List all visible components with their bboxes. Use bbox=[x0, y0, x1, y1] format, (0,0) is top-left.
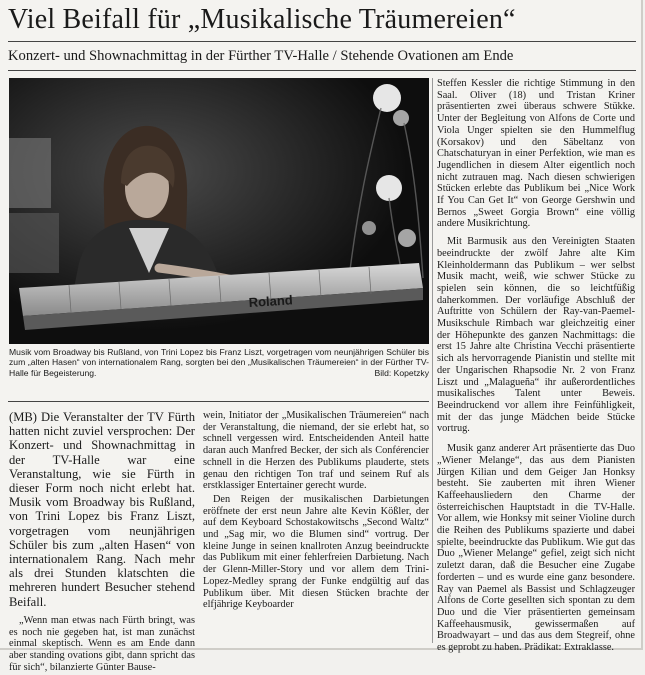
caption-text: Musik vom Broadway bis Rußland, von Trini Lopez bis Franz Liszt, vorgetragen vom neunjährigen Schüler bis zum „alten Hasen“ von internationalem Rang, sorgten bei den „Musikalischen Träumereien“ in der Fürther TV-Halle für Begeisterung. bbox=[9, 347, 429, 378]
sub-rule bbox=[8, 70, 636, 71]
headline: Viel Beifall für „Musikalische Träumereien“ bbox=[8, 4, 516, 35]
lead-paragraph: (MB) Die Veranstalter der TV Fürth hatten nicht zuviel versprochen: Der Konzert- und Shownachmittag in der TV-Halle war eine Veranstaltung, wie sie Fürth in dieser Form noch nicht erlebt hat. Musik vom Broadway bis Rußland, von Trini Lopez bis Franz Liszt, vorgetragen vom neunjährigen Schüler bis zum „alten Hasen“ von internationalem Rang. Nach mehr als drei Stunden klatschten die mehreren hundert Besucher stehend Beifall. bbox=[9, 410, 195, 609]
column-divider bbox=[432, 78, 433, 643]
body-paragraph: wein, Initiator der „Musikalischen Träumereien“ nach der Veranstaltung, die niemand, der sie erlebt hat, so schnell vergessen wird. Entscheidenden Anteil hatte daran auch Manfred Becker, der sich als Conférencier schnell in die Herzen des Publikums plauderte, stets genau den richtigen Ton traf und seinem Ruf als erstklassiger Entertainer gerecht wurde. bbox=[203, 410, 429, 492]
body-paragraph: Musik ganz anderer Art präsentierte das Duo „Wiener Melange“, das aus dem Pianisten Jürgen Kilian und dem Geiger Jan Honksy besteht. Sie zauberten mit ihren Wiener Kaffeehausliedern den Charme der österreichischen Hauptstadt in die TV-Halle. Vor allem, wie Honksy mit seiner Violine durch die Reihen des Publikums spazierte und dabei spielte, beeindruckte das Publikum. Wie gut das Duo „Wiener Melange“ gefiel, zeigt sich nicht zuletzt daran, daß die Besucher eine Zugabe forderten – und es wurde eine ganz besondere. Ray van Paemel als Bassist und Schlagzeuger Alfons de Corte gesellten sich spontan zu dem Duo und die Vier präsentierten gemeinsam Kaffeehausmusik, gewissermaßen auf Broadwayart – und das aus dem Stegreif, ohne es geprobt zu haben. Prädikat: Extraklasse. bbox=[437, 443, 635, 654]
photo-credit: Bild: Kopetzky bbox=[374, 367, 429, 378]
photo-caption bbox=[9, 347, 429, 378]
concert-photo bbox=[9, 78, 429, 344]
caption-rule bbox=[8, 401, 429, 402]
subheadline: Konzert- und Shownachmittag in der Fürther TV-Halle / Stehende Ovationen am Ende bbox=[8, 48, 514, 64]
body-paragraph: „Wenn man etwas nach Fürth bringt, was es noch nie gegeben hat, ist man zunächst einmal skeptisch. Wenn es am Ende dann aber standing ovations gibt, dann spricht das für sich“, bilanzierte Günter Bause- bbox=[9, 614, 195, 673]
article-column-2 bbox=[203, 410, 429, 613]
article-column-3 bbox=[437, 78, 635, 656]
body-paragraph: Mit Barmusik aus den Vereinigten Staaten beeindruckte der zwölf Jahre alte Kim Kleinholdermann das Publikum – wer selbst Musik macht, weiß, wie schwer Stücke zu spielen sein können, die so leichtfüßig daherkommen. Der vorläufige Abschluß der Auftritte von Schülern der Ray-van-Paemel-Musikschule Rimbach war gleichzeitig einer der Höhepunkte des ganzen Nachmittags: die erst 15 Jahre alte Christina Vecchi präsentierte sich als hervorragende Pianistin und stellte mit der Ungarischen Rhapsodie Nr. 2 von Franz Liszt und „Malagueña“ ihr außerordentliches musikalisches Talent unter Beweis. Beeindruckend vor allem ihre Feinfühligkeit, mit der das junge Mädchen beide Stücke vortrug. bbox=[437, 236, 635, 435]
top-rule bbox=[8, 41, 636, 42]
article-column-1 bbox=[9, 410, 195, 675]
keyboard-brand: Roland bbox=[248, 292, 294, 310]
body-paragraph: Den Reigen der musikalischen Darbietungen eröffnete der erst neun Jahre alte Kevin Kößler, der auf dem Keyboard Schostakowitschs „Second Waltz“ und „Sag mir, wo die Blumen sind“ vortrug. Der kleine Junge in seinen knallroten Anzug beeindruckte das Publikum mit einer fehlerfreien Darbietung. Nach der Glenn-Miller-Story und vor allem dem Trini-Lopez-Medley sprang der Funke endgültig auf das Publikum über. Mit diesen Stücken brachte der elfjährige Keyboarder bbox=[203, 493, 429, 611]
body-paragraph: Steffen Kessler die richtige Stimmung in den Saal. Oliver (18) und Tristan Kriner präsentierten zwei überaus schwere Stükke. Unter der Begleitung von Alfons de Corte und Viola Unger spielten sie den Hummelflug (Korsakov) und den Säbeltanz von Chatschaturyan in einer Perfektion, wie man es Jugendlichen in diesem Alter eigentlich noch nicht zutrauen mag. Nach diesen schwierigen Stücken erlebte das Publikum bei „Nice Work If You Can Get It“ von George Gershwin und Bernos „Sweet Gorgia Brown“ eine völlig andere Musikrichtung. bbox=[437, 78, 635, 230]
photo-illustration bbox=[9, 78, 429, 344]
